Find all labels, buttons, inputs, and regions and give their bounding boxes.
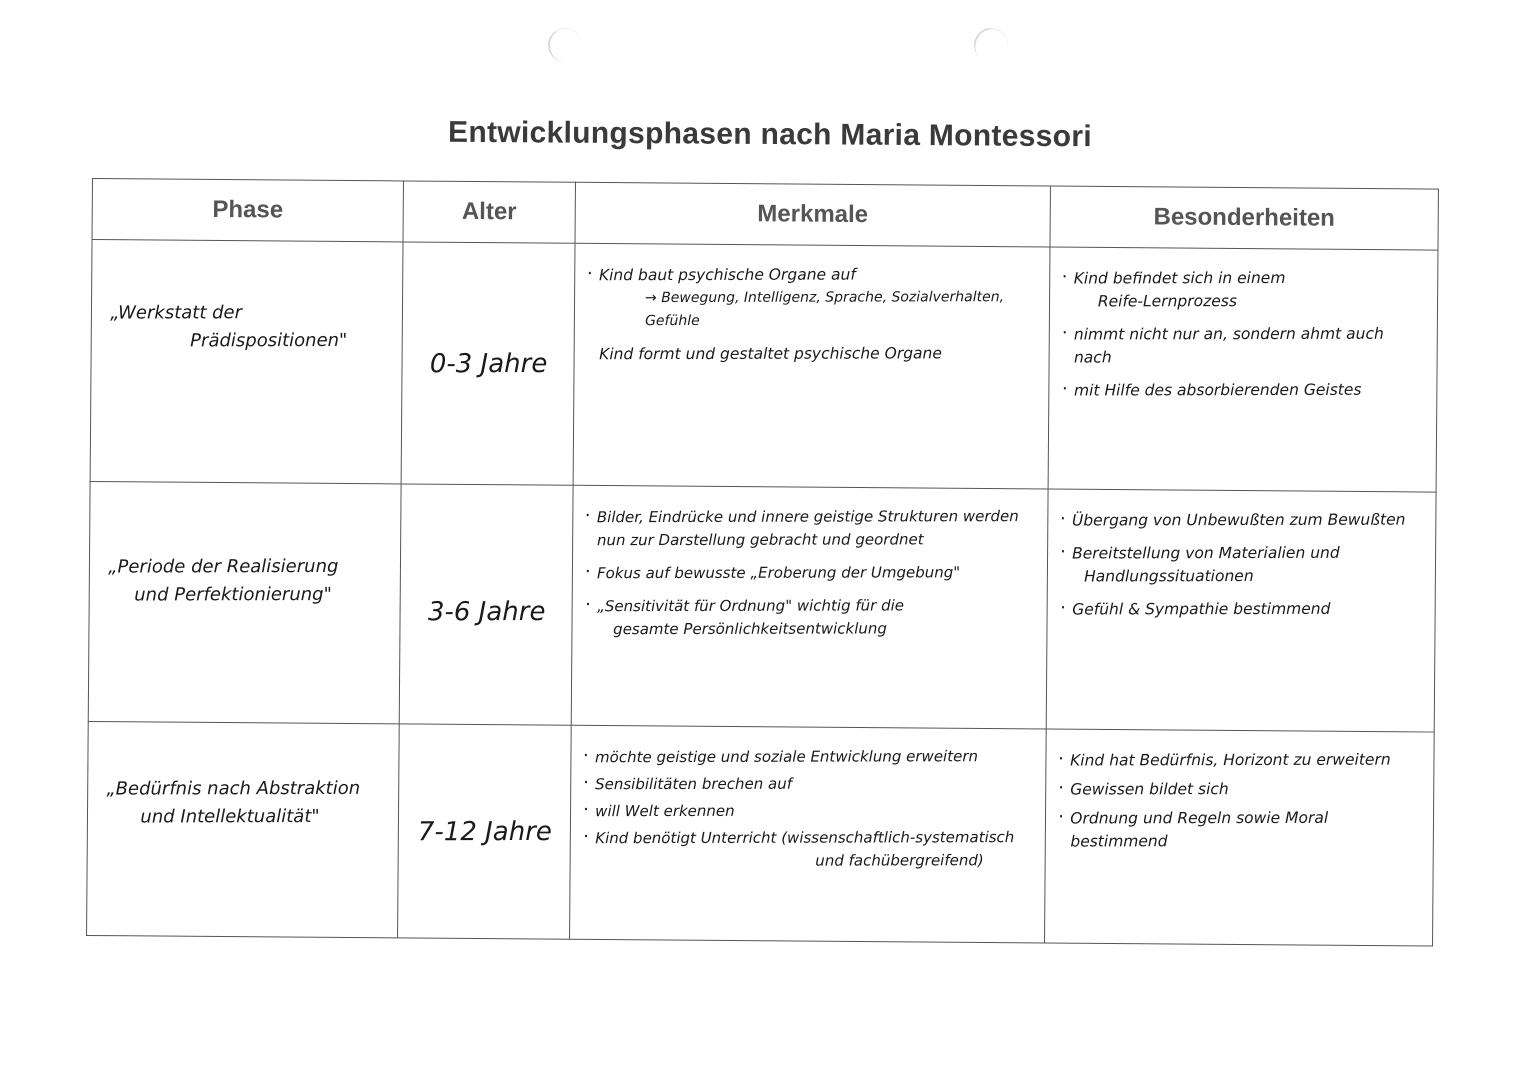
table-row (90, 240, 1438, 493)
header-merkmale: Merkmale (575, 182, 1050, 247)
list-item: · möchte geistige und soziale Entwicklung erweitern (585, 745, 1037, 769)
list-item: · Kind befindet sich in einem Reife-Lernprozess (1064, 267, 1429, 314)
header-besonderheiten: Besonderheiten (1050, 186, 1438, 250)
table-container (86, 178, 1438, 945)
phases-table (86, 178, 1439, 947)
phase-text-line: „Werkstatt der (110, 302, 243, 324)
phase-text-line: und Intellektualität" (140, 806, 320, 828)
list-item: · Kind benötigt Unterricht (wissenschaftlich-systematisch und fachübergreifend) (585, 826, 1037, 873)
phase-cell (88, 481, 401, 723)
list-item: · Bilder, Eindrücke und innere geistige Strukturen werden nun zur Darstellung gebracht und geordnet (587, 505, 1039, 552)
header-alter: Alter (403, 181, 575, 243)
list-item: Kind formt und gestaltet psychische Organe (599, 344, 942, 364)
age-cell: 3-6 Jahre (400, 484, 573, 724)
list-item: · Gefühl & Sympathie bestimmend (1062, 598, 1427, 622)
besonderheiten-cell (1048, 247, 1438, 492)
list-item: · Gewissen bildet sich (1060, 778, 1425, 802)
header-phase: Phase (92, 179, 403, 242)
list-item: · Sensibilitäten brechen auf (585, 772, 1037, 796)
merkmale-cell (573, 243, 1050, 489)
list-item: · „Sensitivität für Ordnung" wichtig für die gesamte Persönlichkeitsentwicklung (587, 594, 1039, 641)
list-item: · nimmt nicht nur an, sondern ahmt auch nach (1064, 323, 1429, 370)
besonderheiten-cell (1045, 729, 1435, 946)
table-row (87, 721, 1435, 946)
phase-cell (87, 721, 400, 937)
list-item: · mit Hilfe des absorbierenden Geistes (1064, 379, 1429, 403)
table-header-row (92, 179, 1438, 251)
phase-text-line: „Bedürfnis nach Abstraktion (106, 777, 361, 800)
list-item: · Ordnung und Regeln sowie Moral bestimmend (1060, 807, 1425, 854)
list-item: · Kind hat Bedürfnis, Horizont zu erweitern (1060, 749, 1425, 773)
merkmale-cell (571, 485, 1048, 729)
merkmale-cell (570, 725, 1047, 943)
punch-hole-right (967, 21, 1014, 68)
list-item: · will Welt erkennen (585, 799, 1037, 823)
list-item: · Übergang von Unbewußten zum Bewußten (1062, 509, 1427, 533)
list-item: · Kind baut psychische Organe auf → Bewegung, Intelligenz, Sprache, Sozialverhalten, Gefühle (589, 263, 1041, 333)
age-cell: 0-3 Jahre (402, 242, 575, 484)
phase-text-line: „Periode der Realisierung (108, 555, 339, 578)
page-title: Entwicklungsphasen nach Maria Montessori (447, 115, 1093, 154)
table-row (88, 481, 1436, 732)
list-item: · Fokus auf bewusste „Eroberung der Umgebung" (587, 561, 1039, 585)
phase-text-line: Prädispositionen" (190, 329, 348, 352)
age-cell: 7-12 Jahre (398, 724, 571, 938)
phase-text-line: und Perfektionierung" (134, 583, 332, 606)
besonderheiten-cell (1046, 489, 1436, 732)
list-item: · Bereitstellung von Materialien und Handlungssituationen (1062, 542, 1427, 589)
punch-hole-left (548, 28, 582, 62)
phase-cell (90, 240, 403, 484)
